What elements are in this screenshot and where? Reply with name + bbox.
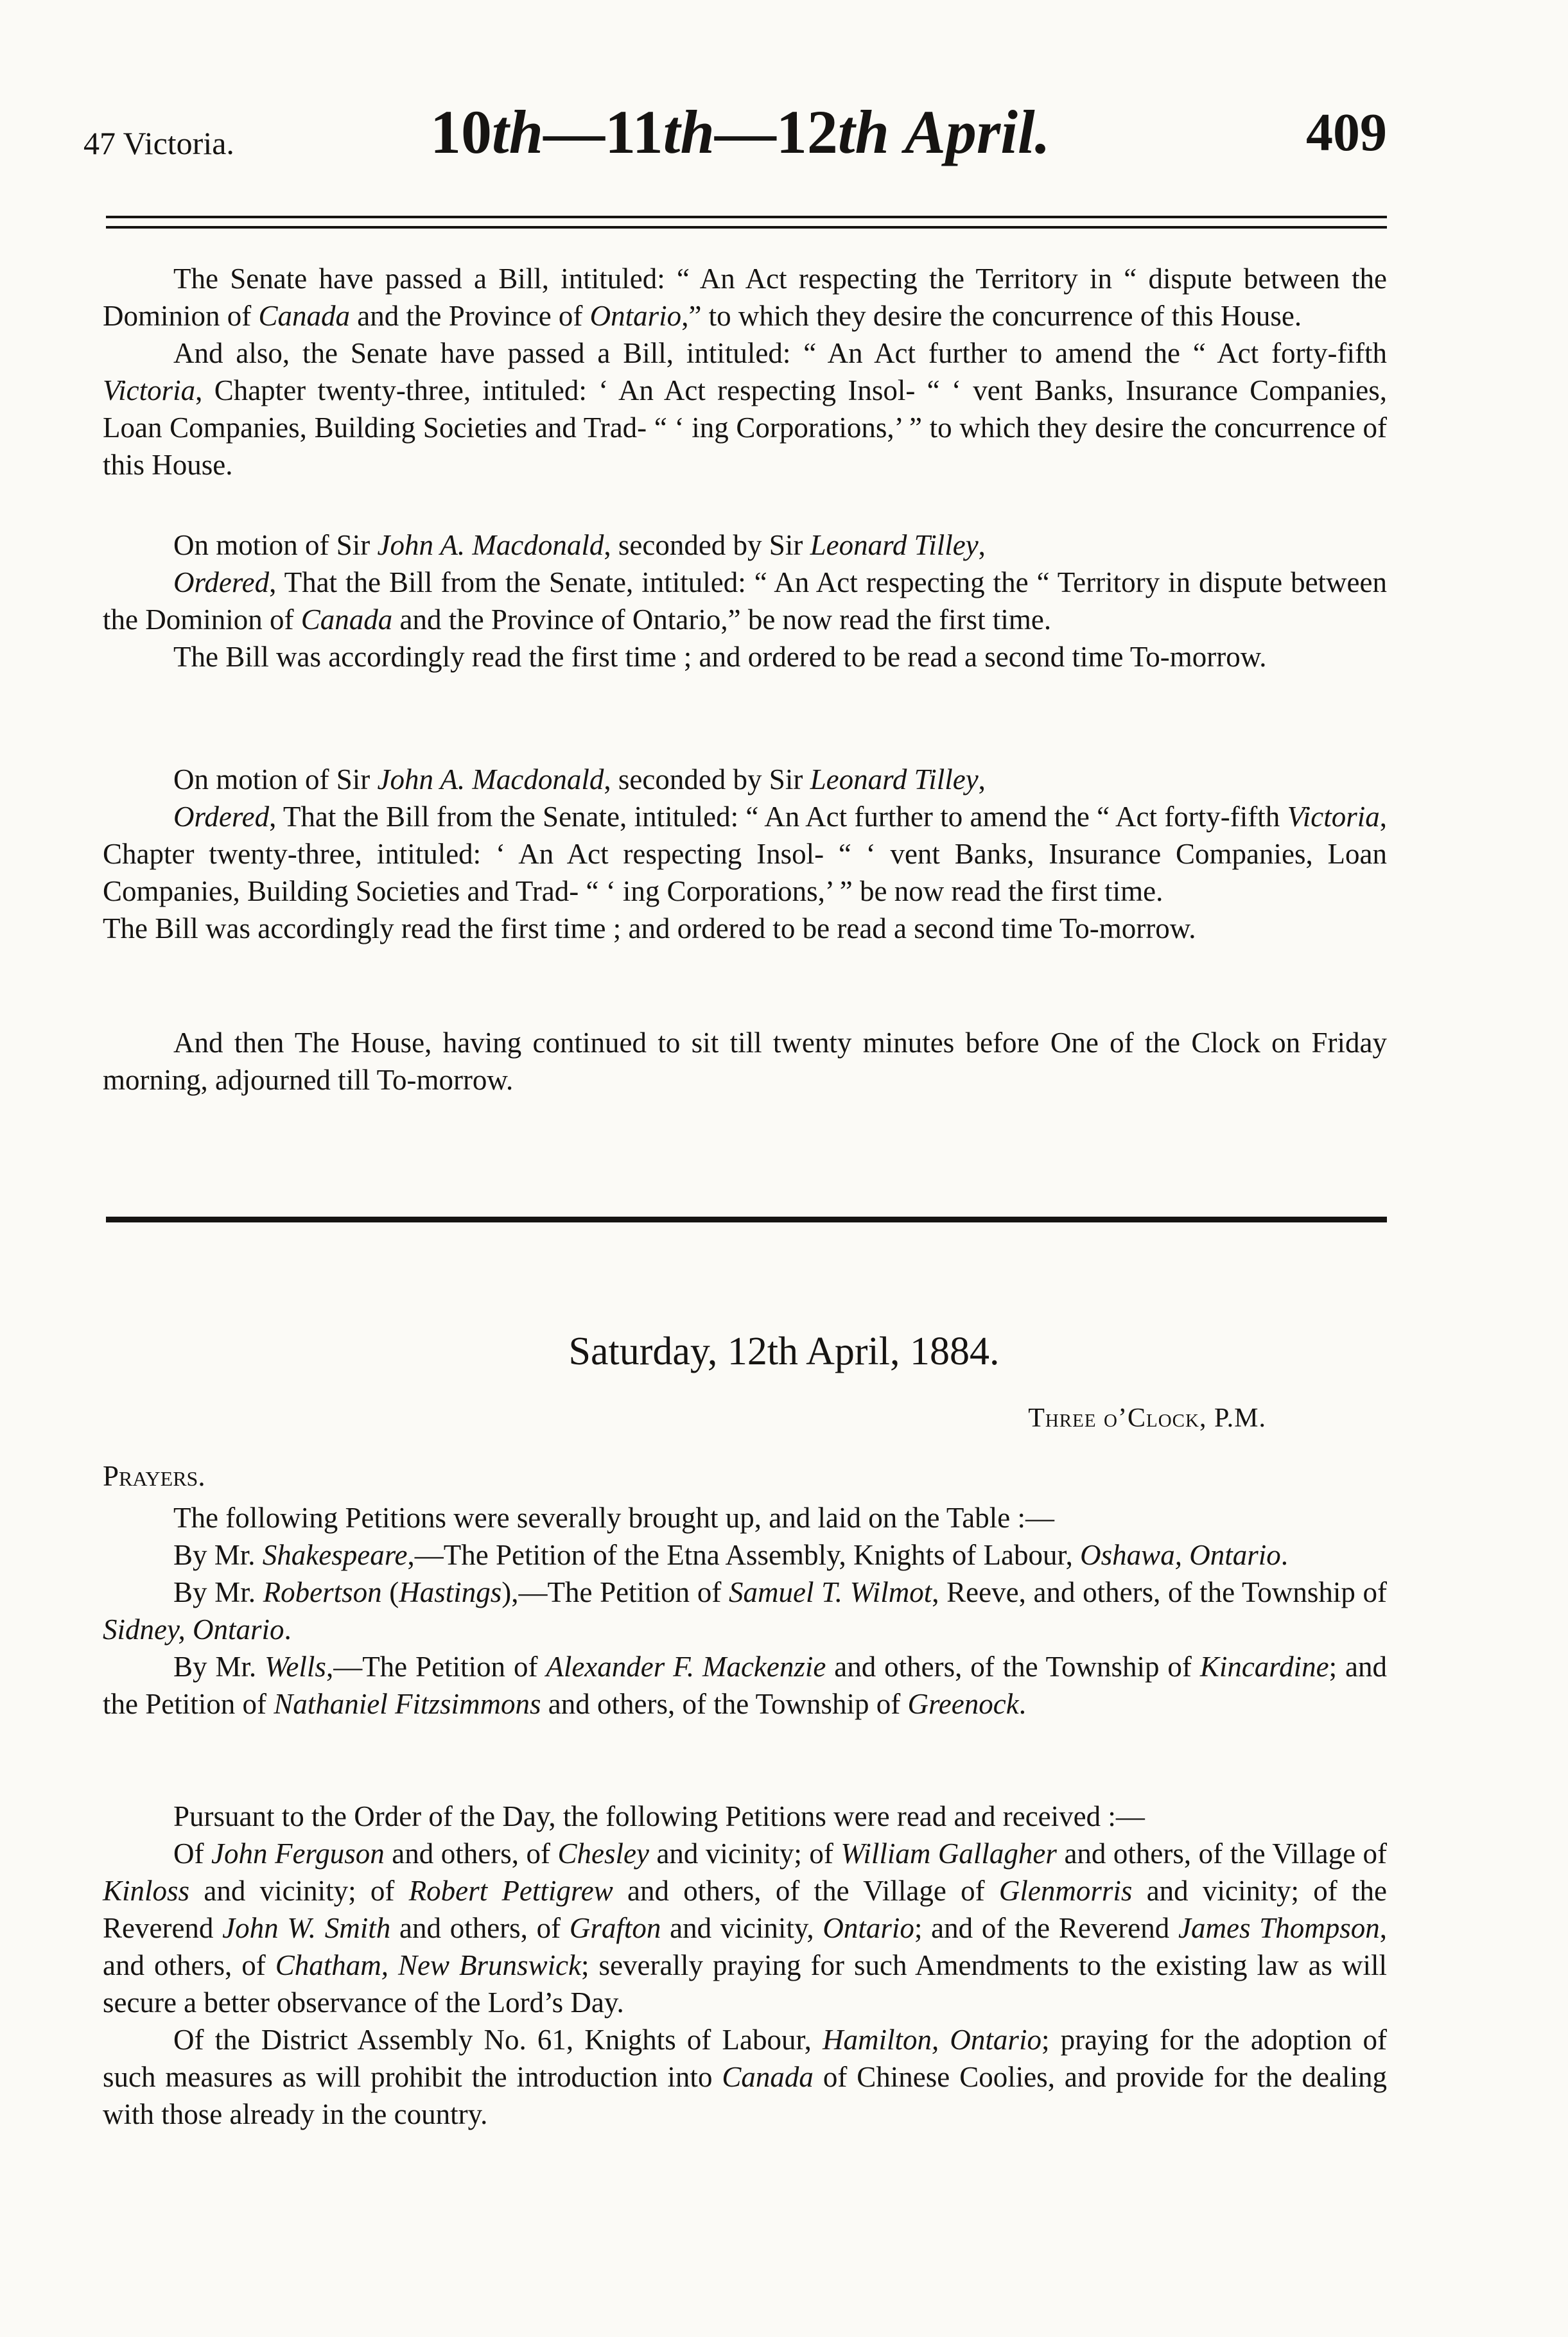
ordered-paragraph: Ordered, That the Bill from the Senate, intituled: “ An Act respecting the “ Territory in dispute between the Dominion of Canada and the Province of Ontario,” be now read the first time. — [103, 566, 1387, 636]
header-session: 47 Victoria. — [83, 125, 234, 161]
senate-messages — [103, 260, 1387, 483]
page-number: 409 — [1306, 103, 1387, 162]
header-rule-bottom — [106, 226, 1387, 229]
motion-insolvent-banks-bill — [103, 761, 1387, 947]
petitions-received — [103, 1798, 1387, 2133]
petition-item: Of the District Assembly No. 61, Knights of Labour, Hamilton, Ontario; praying for the adoption of such measures as will prohibit the introduction into Canada of Chinese Coolies, and provide for the dealing with those already in the country. — [103, 2024, 1387, 2130]
ordered-paragraph: Ordered, That the Bill from the Senate, intituled: “ An Act further to amend the “ Act forty-fifth Victoria, Chapter twenty-three, intituled: ‘ An Act respecting Insol- “ ‘ vent Banks, Insurance Companies, Loan Companies, Building Societies and Trad- “ ‘ ing Corporations,’ ” be now read the first time. — [103, 801, 1387, 907]
motion-line: On motion of Sir John A. Macdonald, seconded by Sir Leonard Tilley, — [173, 529, 986, 561]
prayers-heading: Prayers. — [103, 1460, 205, 1492]
section-divider — [106, 1217, 1387, 1222]
petition-item: By Mr. Wells,—The Petition of Alexander F. Mackenzie and others, of the Township of Kincardine; and the Petition of Nathaniel Fitzsimmons and others, of the Township of Greenock. — [103, 1651, 1387, 1720]
header-dates: 10th—11th—12th April. — [430, 98, 1050, 166]
running-header — [83, 96, 1387, 180]
petition-item: By Mr. Shakespeare,—The Petition of the Etna Assembly, Knights of Labour, Oshawa, Ontario. — [173, 1539, 1288, 1571]
senate-message-2: And also, the Senate have passed a Bill, intituled: “ An Act further to amend the “ Act forty-fifth Victoria, Chapter twenty-three, intituled: ‘ An Act respecting Insol- “ ‘ vent Banks, Insurance Companies, Loan Companies, Building Societies and Trad- “ ‘ ing Corporations,’ ” to which they desire the concurrence of this House. — [103, 337, 1387, 481]
petitions-intro: The following Petitions were severally brought up, and laid on the Table :— — [173, 1502, 1054, 1534]
petitions-presented — [103, 1499, 1387, 1723]
senate-message-1: The Senate have passed a Bill, intituled: “ An Act respecting the Territory in “ dispute between the Dominion of Canada and the Province of Ontario,” to which they desire the concurrence of this House. — [103, 263, 1387, 332]
reading-paragraph: The Bill was accordingly read the first time ; and ordered to be read a second time To-morrow. — [173, 641, 1267, 673]
motion-line: On motion of Sir John A. Macdonald, seconded by Sir Leonard Tilley, — [173, 763, 986, 795]
motion-territory-bill — [103, 526, 1387, 675]
header-rule-top — [106, 216, 1387, 218]
order-intro: Pursuant to the Order of the Day, the following Petitions were read and received :— — [173, 1800, 1145, 1832]
sitting-time: Three o’Clock, P.M. — [1028, 1403, 1266, 1433]
reading-paragraph: The Bill was accordingly read the first time ; and ordered to be read a second time To-morrow. — [103, 912, 1196, 944]
adjournment — [103, 1024, 1387, 1099]
adjournment-paragraph: And then The House, having continued to sit till twenty minutes before One of the Clock on Friday morning, adjourned till To-morrow. — [103, 1027, 1387, 1096]
petition-item: By Mr. Robertson (Hastings),—The Petition of Samuel T. Wilmot, Reeve, and others, of the Township of Sidney, Ontario. — [103, 1576, 1387, 1646]
date-heading: Saturday, 12th April, 1884. — [568, 1330, 1000, 1373]
petition-item: Of John Ferguson and others, of Chesley and vicinity; of William Gallagher and others, of the Village of Kinloss and vicinity; of Robert Pettigrew and others, of the Village of Glenmorris and vicinity; of the Reverend John W. Smith and others, of Grafton and vicinity, Ontario; and of the Reverend James Thompson, and others, of Chatham, New Brunswick; severally praying for such Amendments to the existing law as will secure a better observance of the Lord’s Day. — [103, 1837, 1388, 2019]
